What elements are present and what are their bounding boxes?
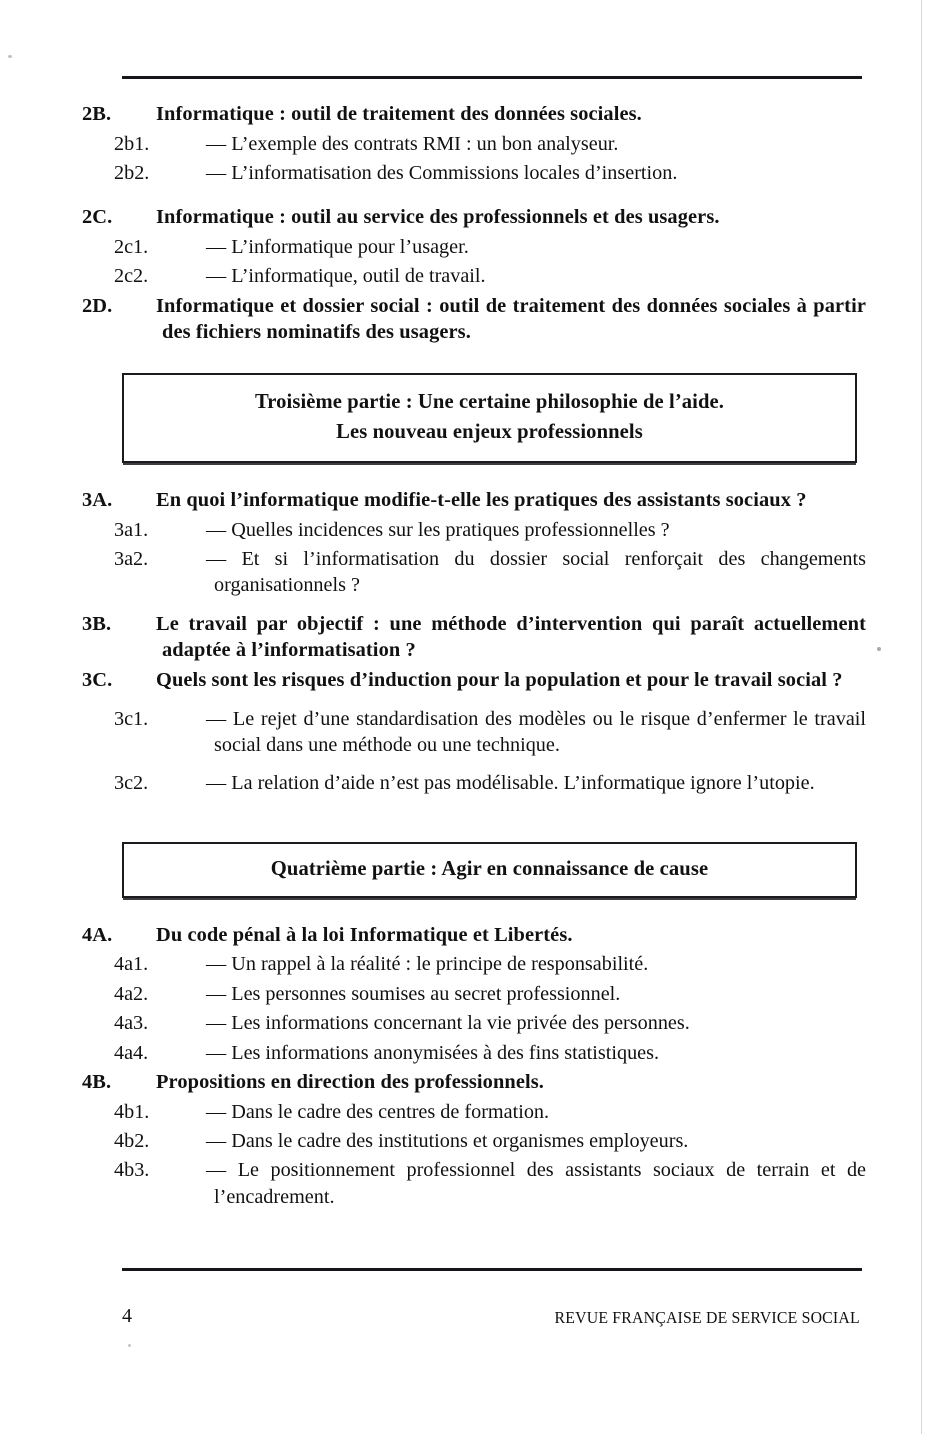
toc-item-4a1 <box>114 951 866 977</box>
toc-text: Informatique et dossier social : outil de traitement des données sociales à partir des fichiers nominatifs des usagers. <box>156 294 866 344</box>
toc-label: 4b1. <box>114 1100 150 1123</box>
toc-text: — Un rappel à la réalité : le principe de responsabilité. <box>206 953 649 976</box>
toc-item-2c1 <box>114 234 866 260</box>
spacer <box>122 602 866 611</box>
table-of-contents <box>82 101 866 1213</box>
toc-item-4b2 <box>114 1128 866 1154</box>
toc-heading-3a <box>82 487 866 514</box>
toc-label: 2c2. <box>114 265 149 288</box>
toc-heading-4a <box>82 922 866 949</box>
toc-label: 3c2. <box>114 772 149 795</box>
toc-item-4b3 <box>114 1157 866 1210</box>
toc-item-3a1 <box>114 517 866 543</box>
toc-label: 4b2. <box>114 1130 150 1153</box>
toc-label: 4b3. <box>114 1159 150 1182</box>
toc-item-4a3 <box>114 1010 866 1036</box>
spacer <box>122 189 866 204</box>
toc-label: 3A. <box>82 489 113 511</box>
toc-label: 4a3. <box>114 1012 149 1035</box>
toc-text: — Les personnes soumises au secret professionnel. <box>206 982 621 1005</box>
toc-label: 4A. <box>82 923 113 946</box>
toc-heading-2c <box>82 204 866 231</box>
toc-item-4a2 <box>114 981 866 1007</box>
toc-item-4b1 <box>114 1099 866 1125</box>
part-three-title-line1: Troisième partie : Une certaine philosophie de l’aide. <box>254 391 725 413</box>
toc-text: — Dans le cadre des centres de formation. <box>206 1100 550 1123</box>
toc-label: 3a1. <box>114 518 149 541</box>
scan-speck <box>877 647 881 651</box>
toc-label: 3c1. <box>114 707 149 730</box>
toc-text: — La relation d’aide n’est pas modélisable. L’informatique ignore l’utopie. <box>206 772 815 795</box>
toc-text: — Et si l’informatisation du dossier social renforçait des changements organisationnels ? <box>206 548 866 597</box>
part-three-title-line2: Les nouveau enjeux professionnels <box>336 421 643 443</box>
journal-name: REVUE FRANÇAISE DE SERVICE SOCIAL <box>554 1308 860 1327</box>
toc-label: 2C. <box>82 206 113 229</box>
toc-text: Du code pénal à la loi Informatique et Libertés. <box>156 923 573 946</box>
toc-item-4a4 <box>114 1040 866 1066</box>
toc-text: Propositions en direction des professionnels. <box>156 1071 544 1094</box>
spacer <box>122 761 866 770</box>
header-rule <box>122 76 862 79</box>
toc-text: Quels sont les risques d’induction pour la population et pour le travail social ? <box>156 669 843 691</box>
toc-item-2b2 <box>114 160 866 186</box>
spacer <box>122 463 866 487</box>
spacer <box>122 697 866 706</box>
spacer <box>122 800 866 842</box>
spacer <box>122 898 866 922</box>
toc-item-2c2 <box>114 263 866 289</box>
spacer <box>122 349 866 373</box>
page-footer <box>122 1304 862 1334</box>
toc-text: Le travail par objectif : une méthode d’intervention qui paraît actuellement adaptée à l’informatisation ? <box>156 612 866 662</box>
part-four-banner <box>122 842 857 898</box>
toc-label: 3C. <box>82 669 113 691</box>
toc-text: — Les informations anonymisées à des fins statistiques. <box>206 1041 660 1064</box>
part-four-title-line1: Quatrième partie : Agir en connaissance de cause <box>270 857 709 880</box>
toc-heading-2d <box>82 293 866 346</box>
toc-label: 2D. <box>82 294 113 317</box>
scan-speck <box>8 55 12 58</box>
page-scan-edge <box>921 0 922 1434</box>
toc-text: — Dans le cadre des institutions et organismes employeurs. <box>206 1130 689 1153</box>
footer-rule <box>122 1268 862 1271</box>
toc-label: 3B. <box>82 612 112 635</box>
toc-label: 2c1. <box>114 236 149 258</box>
toc-text: — L’informatisation des Commissions locales d’insertion. <box>206 162 678 184</box>
toc-heading-2b <box>82 101 866 128</box>
toc-label: 3a2. <box>114 548 149 570</box>
toc-item-2b1 <box>114 131 866 157</box>
toc-label: 4a4. <box>114 1041 149 1064</box>
document-page <box>82 0 866 1434</box>
toc-heading-3c <box>82 667 866 694</box>
toc-text: — Les informations concernant la vie privée des personnes. <box>206 1012 690 1035</box>
toc-text: En quoi l’informatique modifie-t-elle les pratiques des assistants sociaux ? <box>156 489 807 511</box>
toc-text: — Quelles incidences sur les pratiques professionnelles ? <box>206 518 670 541</box>
toc-label: 4a1. <box>114 953 149 976</box>
toc-label: 2b2. <box>114 162 150 184</box>
toc-text: Informatique : outil de traitement des données sociales. <box>156 103 642 125</box>
toc-label: 4B. <box>82 1071 112 1094</box>
toc-item-3a2 <box>114 546 866 599</box>
toc-item-3c2 <box>114 770 866 796</box>
toc-heading-4b <box>82 1069 866 1096</box>
toc-item-3c1 <box>114 706 866 759</box>
toc-label: 2B. <box>82 103 112 125</box>
toc-text: — L’informatique pour l’usager. <box>206 236 469 258</box>
toc-text: — L’exemple des contrats RMI : un bon analyseur. <box>206 132 619 155</box>
toc-text: — L’informatique, outil de travail. <box>206 265 486 288</box>
toc-text: — Le positionnement professionnel des assistants sociaux de terrain et de l’encadrement. <box>206 1159 866 1208</box>
toc-text: — Le rejet d’une standardisation des modèles ou le risque d’enfermer le travail social dans une méthode ou une technique. <box>206 707 866 756</box>
toc-text: Informatique : outil au service des professionnels et des usagers. <box>156 206 720 229</box>
part-three-banner <box>122 373 857 463</box>
page-number: 4 <box>122 1305 132 1327</box>
toc-label: 2b1. <box>114 132 150 155</box>
toc-heading-3b <box>82 611 866 664</box>
toc-label: 4a2. <box>114 982 149 1005</box>
